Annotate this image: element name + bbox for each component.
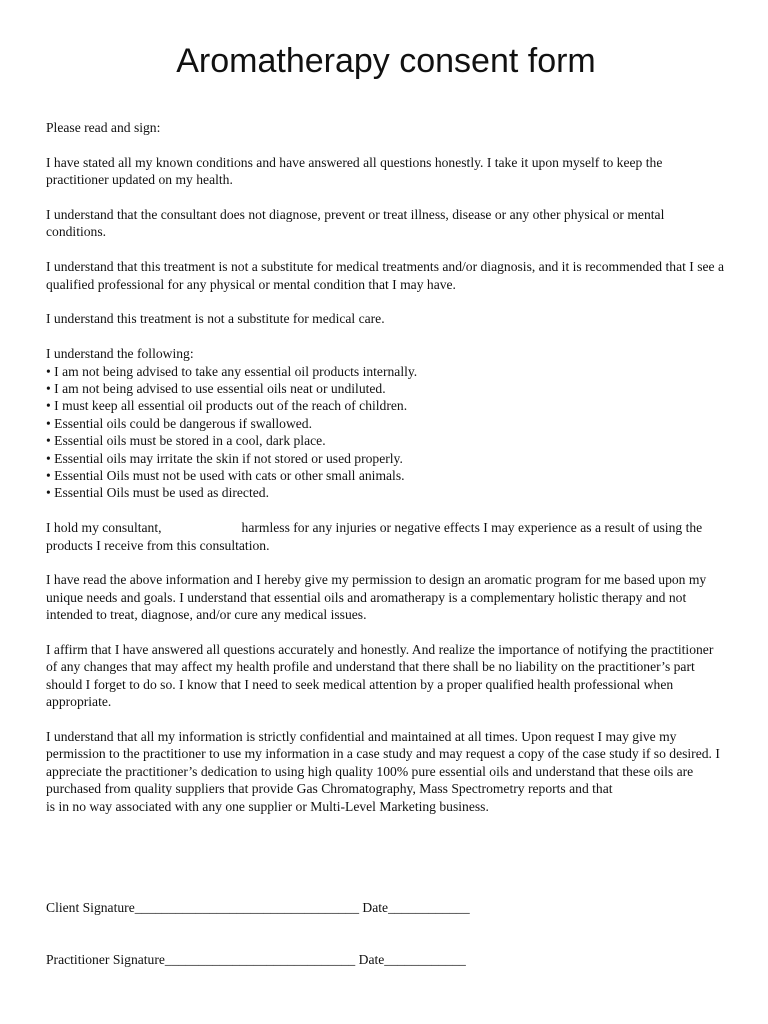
practitioner-signature-line[interactable]: Practitioner Signature____________________________ Date____________ bbox=[46, 952, 466, 967]
understanding-list bbox=[46, 363, 726, 502]
paragraph-not-substitute-care: I understand this treatment is not a substitute for medical care. bbox=[46, 311, 385, 327]
list-item: • Essential Oils must be used as directed. bbox=[46, 485, 269, 501]
list-item: • Essential Oils must not be used with cats or other small animals. bbox=[46, 468, 405, 484]
paragraph-hold-harmless bbox=[46, 519, 726, 554]
list-item: • Essential oils may irritate the skin if not stored or used properly. bbox=[46, 450, 403, 466]
paragraph-not-substitute-treatment: I understand that this treatment is not a substitute for medical treatments and/or diagnosis, and it is recommended that I see a qualified professional for any physical or mental condition that I may have. bbox=[46, 259, 724, 292]
confidential-text-start: I understand that all my information is strictly confidential and maintained at all times. Upon request I may give my permission to the practitioner to use my information in a case study and may request a copy of the case study if so desired. I appreciate the practitioner’s dedication to using high quality 100% pure essential oils and understand that these oils are purchased from quality suppliers that provide Gas Chromatography, Mass Spectrometry reports and that bbox=[46, 729, 720, 797]
document-body bbox=[46, 119, 726, 833]
list-item: • Essential oils must be stored in a cool, dark place. bbox=[46, 433, 326, 449]
list-heading: I understand the following: bbox=[46, 346, 194, 362]
list-item: • I must keep all essential oil products out of the reach of children. bbox=[46, 398, 408, 414]
paragraph-no-diagnosis: I understand that the consultant does not diagnose, prevent or treat illness, disease or any other physical or mental conditions. bbox=[46, 207, 665, 240]
hold-harmless-text-start: I hold my consultant, bbox=[46, 520, 162, 536]
page-title: Aromatherapy consent form bbox=[176, 42, 596, 80]
understanding-list-section bbox=[46, 345, 726, 502]
list-item: • I am not being advised to take any essential oil products internally. bbox=[46, 363, 418, 379]
redacted-business-name bbox=[616, 781, 721, 793]
redacted-consultant-name bbox=[162, 520, 242, 532]
confidential-text-end: is in no way associated with any one supplier or Multi-Level Marketing business. bbox=[46, 798, 489, 814]
paragraph-conditions: I have stated all my known conditions and have answered all questions honestly. I take it upon myself to keep the practitioner updated on my health. bbox=[46, 154, 663, 188]
list-item: • I am not being advised to use essential oils neat or undiluted. bbox=[46, 381, 386, 397]
intro-text: Please read and sign: bbox=[46, 120, 161, 135]
paragraph-affirm: I affirm that I have answered all questions accurately and honestly. And realize the importance of notifying the practitioner of any changes that may affect my health profile and understand that there shall be no liability on the practitioner’s part should I forget to do so. I know that I need to seek medical attention by a proper qualified health professional when appropriate. bbox=[46, 642, 714, 710]
hold-harmless-text-end: harmless for any injuries or negative effects I may experience as a result of using the products I receive from this consultation. bbox=[46, 520, 703, 553]
list-item: • Essential oils could be dangerous if swallowed. bbox=[46, 415, 313, 431]
paragraph-permission: I have read the above information and I hereby give my permission to design an aromatic program for me based upon my unique needs and goals. I understand that essential oils and aromatherapy is a complementary holistic therapy and not intended to treat, diagnose, and/or cure any medical issues. bbox=[46, 572, 707, 623]
client-signature-line[interactable]: Client Signature_________________________________ Date____________ bbox=[46, 900, 470, 915]
paragraph-confidential bbox=[46, 728, 726, 815]
